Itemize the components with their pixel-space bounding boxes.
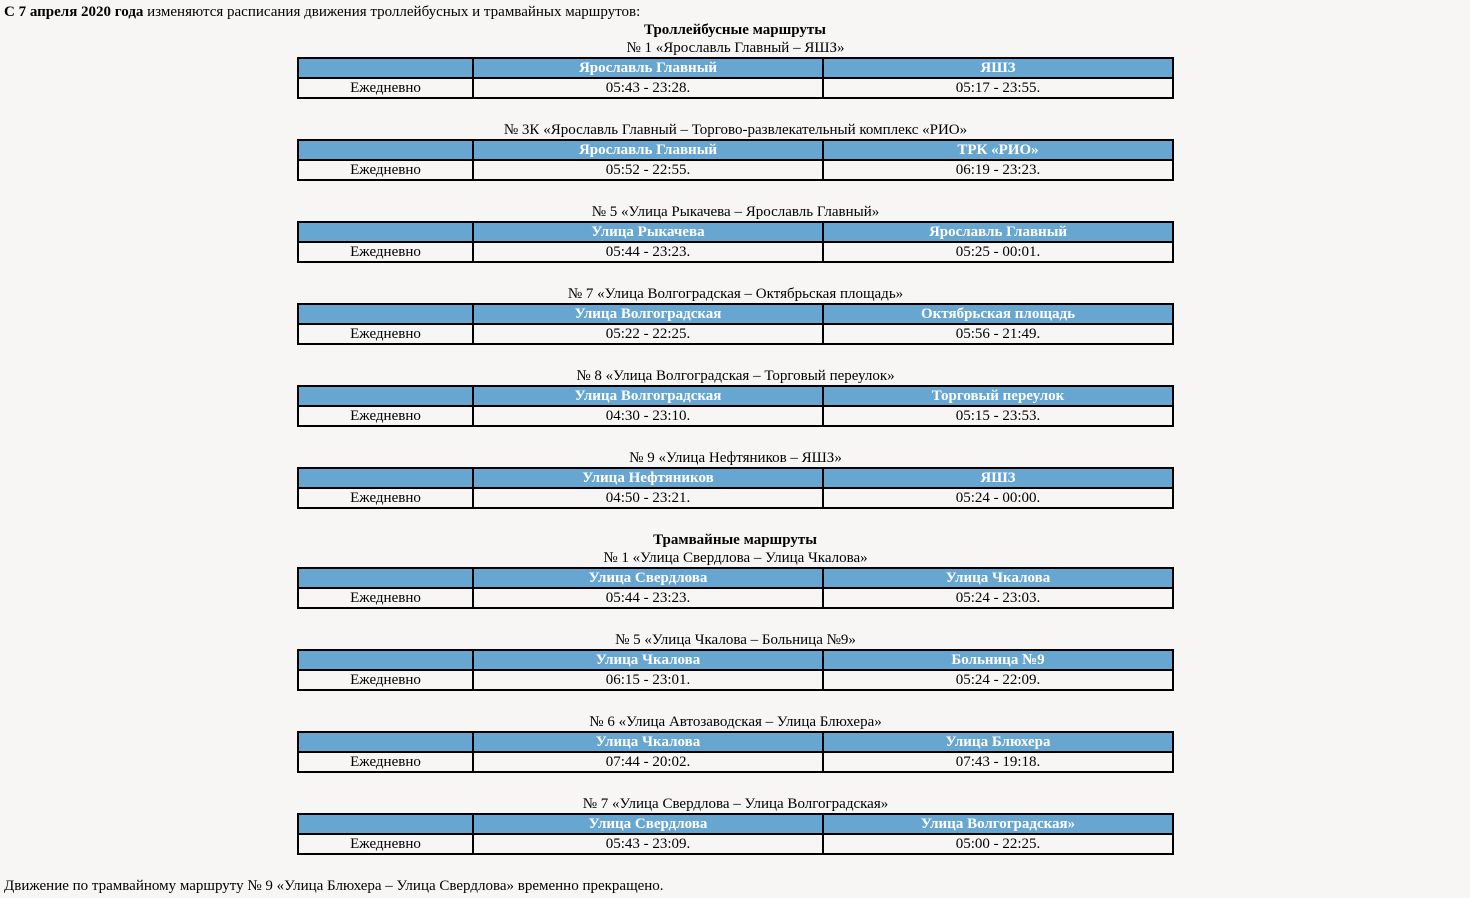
time-cell-2: 05:25 - 00:01. — [823, 242, 1173, 262]
table-row — [298, 242, 1173, 262]
table-row — [298, 78, 1173, 98]
header-terminus-2: ТРК «РИО» — [823, 140, 1173, 160]
time-cell-2: 05:24 - 22:09. — [823, 670, 1173, 690]
day-cell: Ежедневно — [298, 670, 473, 690]
header-terminus-2: Улица Волгоградская» — [823, 814, 1173, 834]
header-terminus-2: Улица Чкалова — [823, 568, 1173, 588]
header-terminus-1: Улица Волгоградская — [473, 304, 823, 324]
route-block — [297, 39, 1174, 99]
day-cell: Ежедневно — [298, 242, 473, 262]
header-terminus-1: Улица Свердлова — [473, 814, 823, 834]
time-cell-2: 05:24 - 00:00. — [823, 488, 1173, 508]
time-cell-2: 05:17 - 23:55. — [823, 78, 1173, 98]
header-terminus-2: ЯШЗ — [823, 468, 1173, 488]
header-blank-cell — [298, 140, 473, 160]
route-title: № 8 «Улица Волгоградская – Торговый переулок» — [576, 368, 895, 384]
time-cell-2: 05:00 - 22:25. — [823, 834, 1173, 854]
time-cell-1: 05:43 - 23:09. — [473, 834, 823, 854]
schedule-table — [297, 731, 1174, 773]
table-row — [298, 834, 1173, 854]
schedule-table — [297, 567, 1174, 609]
table-header-row — [298, 140, 1173, 160]
header-terminus-2: Ярославль Главный — [823, 222, 1173, 242]
time-cell-1: 04:50 - 23:21. — [473, 488, 823, 508]
table-header-row — [298, 386, 1173, 406]
table-row — [298, 324, 1173, 344]
route-title: № 6 «Улица Автозаводская – Улица Блюхера» — [589, 714, 882, 730]
route-title: № 7 «Улица Свердлова – Улица Волгоградская» — [582, 796, 889, 812]
table-row — [298, 752, 1173, 772]
time-cell-2: 05:56 - 21:49. — [823, 324, 1173, 344]
route-block — [297, 631, 1174, 691]
group-title-trolleybus: Троллейбусные маршруты — [644, 22, 826, 38]
time-cell-1: 05:44 - 23:23. — [473, 242, 823, 262]
header-terminus-1: Улица Рыкачева — [473, 222, 823, 242]
header-terminus-2: Торговый переулок — [823, 386, 1173, 406]
schedule-table — [297, 813, 1174, 855]
schedule-table — [297, 139, 1174, 181]
time-cell-1: 07:44 - 20:02. — [473, 752, 823, 772]
route-block — [297, 285, 1174, 345]
route-block — [297, 121, 1174, 181]
route-title: № 7 «Улица Волгоградская – Октябрьская площадь» — [567, 286, 904, 302]
route-block — [297, 795, 1174, 855]
table-header-row — [298, 222, 1173, 242]
time-cell-2: 06:19 - 23:23. — [823, 160, 1173, 180]
header-blank-cell — [298, 650, 473, 670]
schedule-table — [297, 221, 1174, 263]
time-cell-1: 05:52 - 22:55. — [473, 160, 823, 180]
route-title: № 5 «Улица Рыкачева – Ярославль Главный» — [591, 204, 880, 220]
route-title: № 3К «Ярославль Главный – Торгово-развлекательный комплекс «РИО» — [503, 122, 968, 138]
table-header-row — [298, 814, 1173, 834]
time-cell-1: 04:30 - 23:10. — [473, 406, 823, 426]
time-cell-2: 05:24 - 23:03. — [823, 588, 1173, 608]
header-blank-cell — [298, 304, 473, 324]
schedule-table — [297, 385, 1174, 427]
schedule-table — [297, 57, 1174, 99]
header-blank-cell — [298, 814, 473, 834]
header-terminus-1: Ярославль Главный — [473, 140, 823, 160]
day-cell: Ежедневно — [298, 78, 473, 98]
table-row — [298, 160, 1173, 180]
header-terminus-1: Улица Чкалова — [473, 650, 823, 670]
table-header-row — [298, 304, 1173, 324]
time-cell-2: 07:43 - 19:18. — [823, 752, 1173, 772]
time-cell-1: 05:44 - 23:23. — [473, 588, 823, 608]
route-title: № 1 «Улица Свердлова – Улица Чкалова» — [603, 550, 868, 566]
day-cell: Ежедневно — [298, 752, 473, 772]
table-header-row — [298, 650, 1173, 670]
intro-text: изменяются расписания движения троллейбусных и трамвайных маршрутов: — [143, 4, 641, 20]
time-cell-2: 05:15 - 23:53. — [823, 406, 1173, 426]
route-title: № 5 «Улица Чкалова – Больница №9» — [615, 632, 856, 648]
day-cell: Ежедневно — [298, 406, 473, 426]
time-cell-1: 05:22 - 22:25. — [473, 324, 823, 344]
header-blank-cell — [298, 386, 473, 406]
table-header-row — [298, 568, 1173, 588]
header-terminus-2: ЯШЗ — [823, 58, 1173, 78]
day-cell: Ежедневно — [298, 834, 473, 854]
route-block — [297, 713, 1174, 773]
header-blank-cell — [298, 568, 473, 588]
route-title: № 9 «Улица Нефтяников – ЯШЗ» — [629, 450, 842, 466]
day-cell: Ежедневно — [298, 588, 473, 608]
table-header-row — [298, 58, 1173, 78]
header-terminus-1: Ярославль Главный — [473, 58, 823, 78]
header-blank-cell — [298, 732, 473, 752]
header-blank-cell — [298, 222, 473, 242]
route-title: № 1 «Ярославль Главный – ЯШЗ» — [626, 40, 845, 56]
footer-note: Движение по трамвайному маршруту № 9 «Улица Блюхера – Улица Свердлова» временно прекращено. — [4, 878, 664, 894]
time-cell-1: 06:15 - 23:01. — [473, 670, 823, 690]
header-blank-cell — [298, 468, 473, 488]
header-blank-cell — [298, 58, 473, 78]
route-block — [297, 549, 1174, 609]
route-block — [297, 203, 1174, 263]
schedule-table — [297, 303, 1174, 345]
schedule-table — [297, 467, 1174, 509]
table-row — [298, 488, 1173, 508]
intro-date: С 7 апреля 2020 года — [4, 4, 144, 20]
header-terminus-1: Улица Нефтяников — [473, 468, 823, 488]
header-terminus-2: Больница №9 — [823, 650, 1173, 670]
table-row — [298, 588, 1173, 608]
intro-line — [4, 3, 640, 21]
table-header-row — [298, 732, 1173, 752]
group-title-tram: Трамвайные маршруты — [653, 532, 817, 548]
table-row — [298, 406, 1173, 426]
route-block — [297, 449, 1174, 509]
day-cell: Ежедневно — [298, 160, 473, 180]
header-terminus-2: Октябрьская площадь — [823, 304, 1173, 324]
header-terminus-1: Улица Свердлова — [473, 568, 823, 588]
day-cell: Ежедневно — [298, 324, 473, 344]
route-block — [297, 367, 1174, 427]
header-terminus-1: Улица Чкалова — [473, 732, 823, 752]
header-terminus-1: Улица Волгоградская — [473, 386, 823, 406]
header-terminus-2: Улица Блюхера — [823, 732, 1173, 752]
day-cell: Ежедневно — [298, 488, 473, 508]
table-header-row — [298, 468, 1173, 488]
table-row — [298, 670, 1173, 690]
schedule-table — [297, 649, 1174, 691]
time-cell-1: 05:43 - 23:28. — [473, 78, 823, 98]
